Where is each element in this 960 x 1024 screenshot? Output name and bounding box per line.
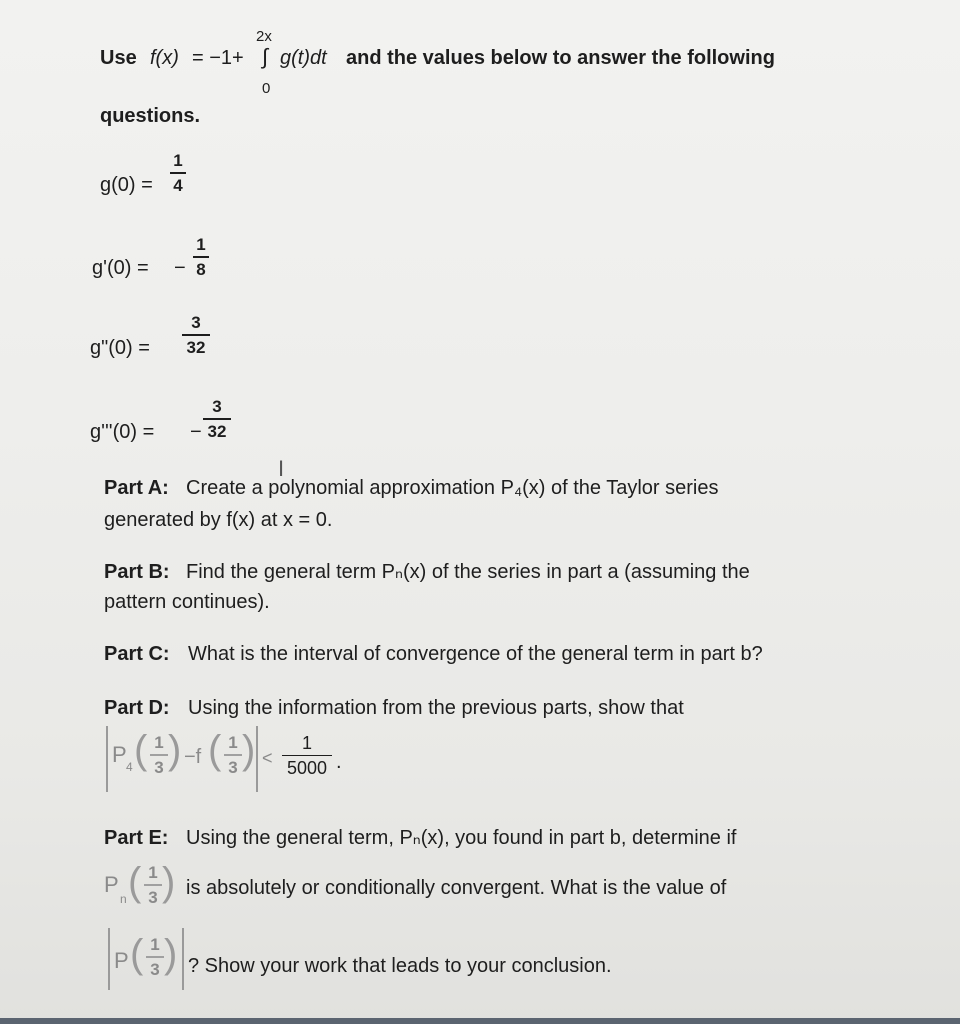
part-c-label: Part C: bbox=[104, 643, 170, 665]
value-label-g3: g'''(0) = bbox=[90, 421, 155, 443]
value-sign-g3: − bbox=[190, 421, 202, 443]
part-d-less-than: < bbox=[262, 748, 273, 768]
part-d-period: . bbox=[336, 751, 342, 773]
part-b-line2: pattern continues). bbox=[104, 591, 270, 613]
fraction-g3-num: 3 bbox=[212, 397, 222, 416]
value-sign-g1: − bbox=[174, 257, 186, 279]
header-rest: and the values below to answer the following bbox=[346, 47, 775, 69]
fraction-g0 bbox=[170, 152, 186, 194]
part-d-bound: 1 5000 bbox=[282, 734, 332, 777]
part-b-label: Part B: bbox=[104, 561, 170, 583]
integral-lower-limit: 0 bbox=[262, 80, 271, 97]
part-e-line1: Using the general term, Pₙ(x), you found in part b, determine if bbox=[186, 827, 737, 849]
fraction-g2-den: 32 bbox=[186, 338, 206, 357]
part-e-line2: is absolutely or conditionally convergent. What is the value of bbox=[186, 877, 727, 899]
integrand: g(t)dt bbox=[280, 47, 327, 69]
part-d-fraction2: 1 3 bbox=[224, 734, 242, 776]
fraction-g0-num: 1 bbox=[173, 151, 183, 170]
value-label-g0: g(0) = bbox=[100, 174, 153, 196]
part-e-label: Part E: bbox=[104, 827, 169, 849]
integral-sign: ∫ bbox=[262, 44, 269, 69]
header-use: Use bbox=[100, 47, 137, 69]
fraction-g2-num: 3 bbox=[191, 313, 201, 332]
part-d-p: P bbox=[112, 742, 127, 767]
part-c-line1: What is the interval of convergence of the general term in part b? bbox=[188, 643, 763, 665]
value-label-g2: g"(0) = bbox=[90, 337, 150, 359]
worksheet-page: Use f(x) = −1+ 2x ∫ 0 g(t)dt and the values below to answer the following questions. g(0) = 1 4 g'(0) = − 1 8 g"(0) = 3 32 g'''(0) = − 3 32 I Part A: Create a polynomial approximation P₄(x) of the Taylor series generated by f(x) at x = 0. Part B: Find the general term Pₙ(x) of the series in part a (assuming the pattern continues). Part C: What is the interval of convergence of the general term in part b? Part D: Using the information from the previous parts, show that P 4 ( 1 3 ) −f ( 1 3 ) < 1 5000 . Part E: Using the general term, Pₙ(x), you found in part b, determine if P n ( 1 3 ) is absolutely or conditionally convergent. What is the value of P ( 1 3 ) ? Show your work that leads to your conclusion. bbox=[0, 0, 960, 1024]
fraction-g0-den: 4 bbox=[173, 176, 183, 195]
value-label-g1: g'(0) = bbox=[92, 257, 149, 279]
fraction-g1-den: 8 bbox=[196, 260, 206, 279]
part-d-minus-f: −f bbox=[184, 746, 202, 768]
part-d-line1: Using the information from the previous parts, show that bbox=[188, 697, 684, 719]
part-d-fraction1: 1 3 bbox=[150, 734, 168, 776]
part-d-label: Part D: bbox=[104, 697, 170, 719]
fraction-g2 bbox=[182, 314, 210, 356]
part-e-fraction: 1 3 bbox=[144, 864, 162, 906]
part-e-line3: ? Show your work that leads to your conclusion. bbox=[188, 955, 612, 977]
fraction-g1 bbox=[193, 236, 209, 278]
fraction-g3 bbox=[203, 398, 231, 440]
part-a-line2: generated by f(x) at x = 0. bbox=[104, 509, 333, 531]
integral-upper-limit: 2x bbox=[256, 28, 272, 45]
part-a-label: Part A: bbox=[104, 477, 169, 499]
fraction-g1-num: 1 bbox=[196, 235, 206, 254]
text-cursor-icon: I bbox=[278, 456, 285, 481]
part-b-line1: Find the general term Pₙ(x) of the series in part a (assuming the bbox=[186, 561, 750, 583]
part-a-line1: Create a polynomial approximation P₄(x) of the Taylor series bbox=[186, 477, 719, 499]
fraction-g3-den: 32 bbox=[207, 422, 227, 441]
part-e-fraction2: 1 3 bbox=[146, 936, 164, 978]
header-line2: questions. bbox=[100, 105, 201, 127]
header-function: f(x) bbox=[150, 47, 179, 69]
part-d-subscript: 4 bbox=[126, 760, 133, 774]
header-equals: = −1+ bbox=[192, 47, 244, 69]
bottom-edge bbox=[0, 1018, 960, 1024]
